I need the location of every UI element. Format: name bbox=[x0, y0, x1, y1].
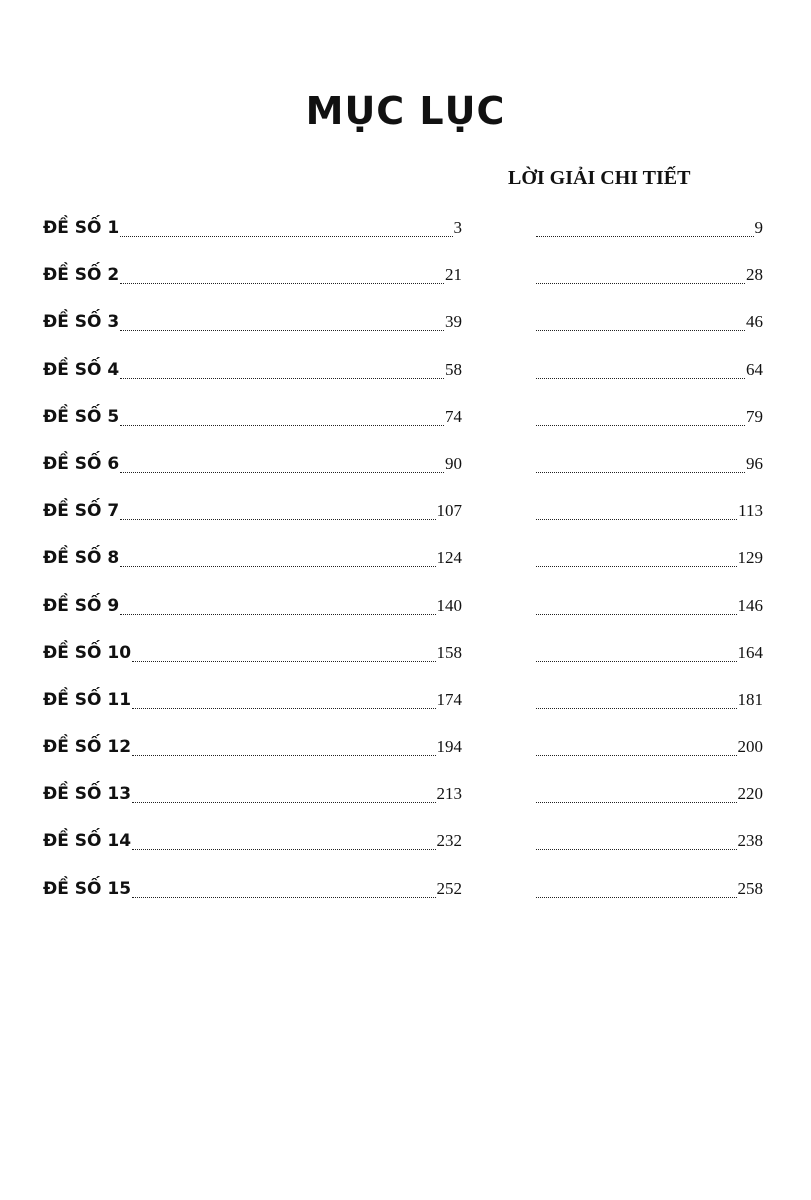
solution-page-number: 64 bbox=[746, 359, 763, 379]
exam-label: ĐỀ SỐ 7 bbox=[43, 501, 120, 522]
exam-page-number: 252 bbox=[436, 878, 462, 898]
exam-label: ĐỀ SỐ 12 bbox=[43, 737, 132, 758]
exam-page-number: 90 bbox=[445, 453, 462, 473]
dot-leader bbox=[132, 708, 435, 709]
toc-row bbox=[0, 780, 811, 827]
dot-leader bbox=[536, 236, 754, 237]
solution-page-number: 113 bbox=[738, 501, 763, 521]
exam-entry[interactable] bbox=[43, 356, 462, 384]
dot-leader bbox=[536, 849, 737, 850]
solution-page-number: 220 bbox=[737, 784, 763, 804]
dot-leader bbox=[536, 566, 737, 567]
exam-entry[interactable] bbox=[43, 544, 462, 572]
toc-row bbox=[0, 639, 811, 686]
solution-page-number: 46 bbox=[746, 312, 763, 332]
solution-page-number: 129 bbox=[737, 548, 763, 568]
dot-leader bbox=[536, 897, 737, 898]
page-title: MỤC LỤC bbox=[305, 89, 506, 133]
solution-page-number: 28 bbox=[746, 265, 763, 285]
exam-label: ĐỀ SỐ 3 bbox=[43, 312, 120, 333]
dot-leader bbox=[120, 236, 452, 237]
exam-page-number: 58 bbox=[445, 359, 462, 379]
solution-page-number: 258 bbox=[737, 878, 763, 898]
dot-leader bbox=[132, 661, 435, 662]
solution-entry[interactable] bbox=[536, 261, 763, 289]
exam-page-number: 174 bbox=[436, 689, 462, 709]
solution-entry[interactable] bbox=[536, 686, 763, 714]
solution-page-number: 146 bbox=[737, 595, 763, 615]
exam-entry[interactable] bbox=[43, 450, 462, 478]
exam-page-number: 3 bbox=[453, 218, 462, 237]
solutions-column-heading: LỜI GIẢI CHI TIẾT bbox=[508, 167, 691, 189]
solution-entry[interactable] bbox=[536, 544, 763, 572]
exam-label: ĐỀ SỐ 10 bbox=[43, 642, 132, 663]
solution-entry[interactable] bbox=[536, 780, 763, 808]
exam-entry[interactable] bbox=[43, 639, 462, 667]
dot-leader bbox=[536, 614, 737, 615]
solution-page-number: 238 bbox=[737, 831, 763, 851]
dot-leader bbox=[536, 283, 745, 284]
toc-row bbox=[0, 686, 811, 733]
solution-entry[interactable] bbox=[536, 592, 763, 620]
dot-leader bbox=[120, 425, 444, 426]
exam-entry[interactable] bbox=[43, 875, 462, 903]
exam-entry[interactable] bbox=[43, 686, 462, 714]
dot-leader bbox=[120, 519, 435, 520]
solution-page-number: 79 bbox=[746, 406, 763, 426]
toc-row bbox=[0, 261, 811, 308]
solution-entry[interactable] bbox=[536, 497, 763, 525]
toc-row bbox=[0, 308, 811, 355]
exam-page-number: 158 bbox=[436, 642, 462, 662]
dot-leader bbox=[536, 425, 745, 426]
exam-entry[interactable] bbox=[43, 214, 462, 242]
dot-leader bbox=[132, 802, 435, 803]
exam-entry[interactable] bbox=[43, 592, 462, 620]
exam-page-number: 213 bbox=[436, 784, 462, 804]
exam-page-number: 39 bbox=[445, 312, 462, 332]
exam-entry[interactable] bbox=[43, 403, 462, 431]
dot-leader bbox=[536, 802, 737, 803]
dot-leader bbox=[536, 755, 737, 756]
dot-leader bbox=[120, 283, 444, 284]
toc-row bbox=[0, 592, 811, 639]
solution-entry[interactable] bbox=[536, 733, 763, 761]
toc-row bbox=[0, 544, 811, 591]
solution-page-number: 181 bbox=[737, 689, 763, 709]
dot-leader bbox=[120, 566, 435, 567]
dot-leader bbox=[536, 472, 745, 473]
exam-entry[interactable] bbox=[43, 497, 462, 525]
toc-row bbox=[0, 356, 811, 403]
toc-row bbox=[0, 450, 811, 497]
exam-label: ĐỀ SỐ 13 bbox=[43, 784, 132, 805]
exam-label: ĐỀ SỐ 14 bbox=[43, 831, 132, 852]
dot-leader bbox=[132, 849, 435, 850]
solution-page-number: 164 bbox=[737, 642, 763, 662]
solution-entry[interactable] bbox=[536, 639, 763, 667]
solution-page-number: 200 bbox=[737, 737, 763, 757]
exam-entry[interactable] bbox=[43, 827, 462, 855]
dot-leader bbox=[120, 614, 435, 615]
exam-page-number: 232 bbox=[436, 831, 462, 851]
exam-page-number: 140 bbox=[436, 595, 462, 615]
solution-entry[interactable] bbox=[536, 308, 763, 336]
solution-entry[interactable] bbox=[536, 214, 763, 242]
toc-row bbox=[0, 733, 811, 780]
dot-leader bbox=[536, 661, 737, 662]
exam-label: ĐỀ SỐ 6 bbox=[43, 453, 120, 474]
dot-leader bbox=[132, 755, 435, 756]
solution-entry[interactable] bbox=[536, 356, 763, 384]
exam-entry[interactable] bbox=[43, 733, 462, 761]
exam-label: ĐỀ SỐ 4 bbox=[43, 359, 120, 380]
dot-leader bbox=[120, 472, 444, 473]
exam-page-number: 124 bbox=[436, 548, 462, 568]
exam-label: ĐỀ SỐ 8 bbox=[43, 548, 120, 569]
toc-row bbox=[0, 827, 811, 874]
dot-leader bbox=[536, 330, 745, 331]
dot-leader bbox=[132, 897, 435, 898]
exam-entry[interactable] bbox=[43, 308, 462, 336]
exam-label: ĐỀ SỐ 5 bbox=[43, 406, 120, 427]
toc-row bbox=[0, 214, 811, 261]
exam-entry[interactable] bbox=[43, 780, 462, 808]
dot-leader bbox=[536, 708, 737, 709]
exam-label: ĐỀ SỐ 11 bbox=[43, 689, 132, 710]
dot-leader bbox=[120, 330, 444, 331]
solution-page-number: 96 bbox=[746, 453, 763, 473]
exam-label: ĐỀ SỐ 15 bbox=[43, 878, 132, 899]
exam-page-number: 107 bbox=[436, 501, 462, 521]
solution-page-number: 9 bbox=[754, 218, 763, 237]
exam-page-number: 194 bbox=[436, 737, 462, 757]
exam-label: ĐỀ SỐ 1 bbox=[43, 218, 120, 238]
exam-label: ĐỀ SỐ 9 bbox=[43, 595, 120, 616]
toc-row bbox=[0, 497, 811, 544]
toc-row bbox=[0, 403, 811, 450]
dot-leader bbox=[536, 519, 737, 520]
solution-entry[interactable] bbox=[536, 403, 763, 431]
solution-entry[interactable] bbox=[536, 450, 763, 478]
exam-page-number: 21 bbox=[445, 265, 462, 285]
exam-page-number: 74 bbox=[445, 406, 462, 426]
solution-entry[interactable] bbox=[536, 875, 763, 903]
exam-entry[interactable] bbox=[43, 261, 462, 289]
dot-leader bbox=[120, 378, 444, 379]
solution-entry[interactable] bbox=[536, 827, 763, 855]
dot-leader bbox=[536, 378, 745, 379]
toc-row bbox=[0, 875, 811, 922]
table-of-contents bbox=[0, 214, 811, 922]
exam-label: ĐỀ SỐ 2 bbox=[43, 265, 120, 286]
